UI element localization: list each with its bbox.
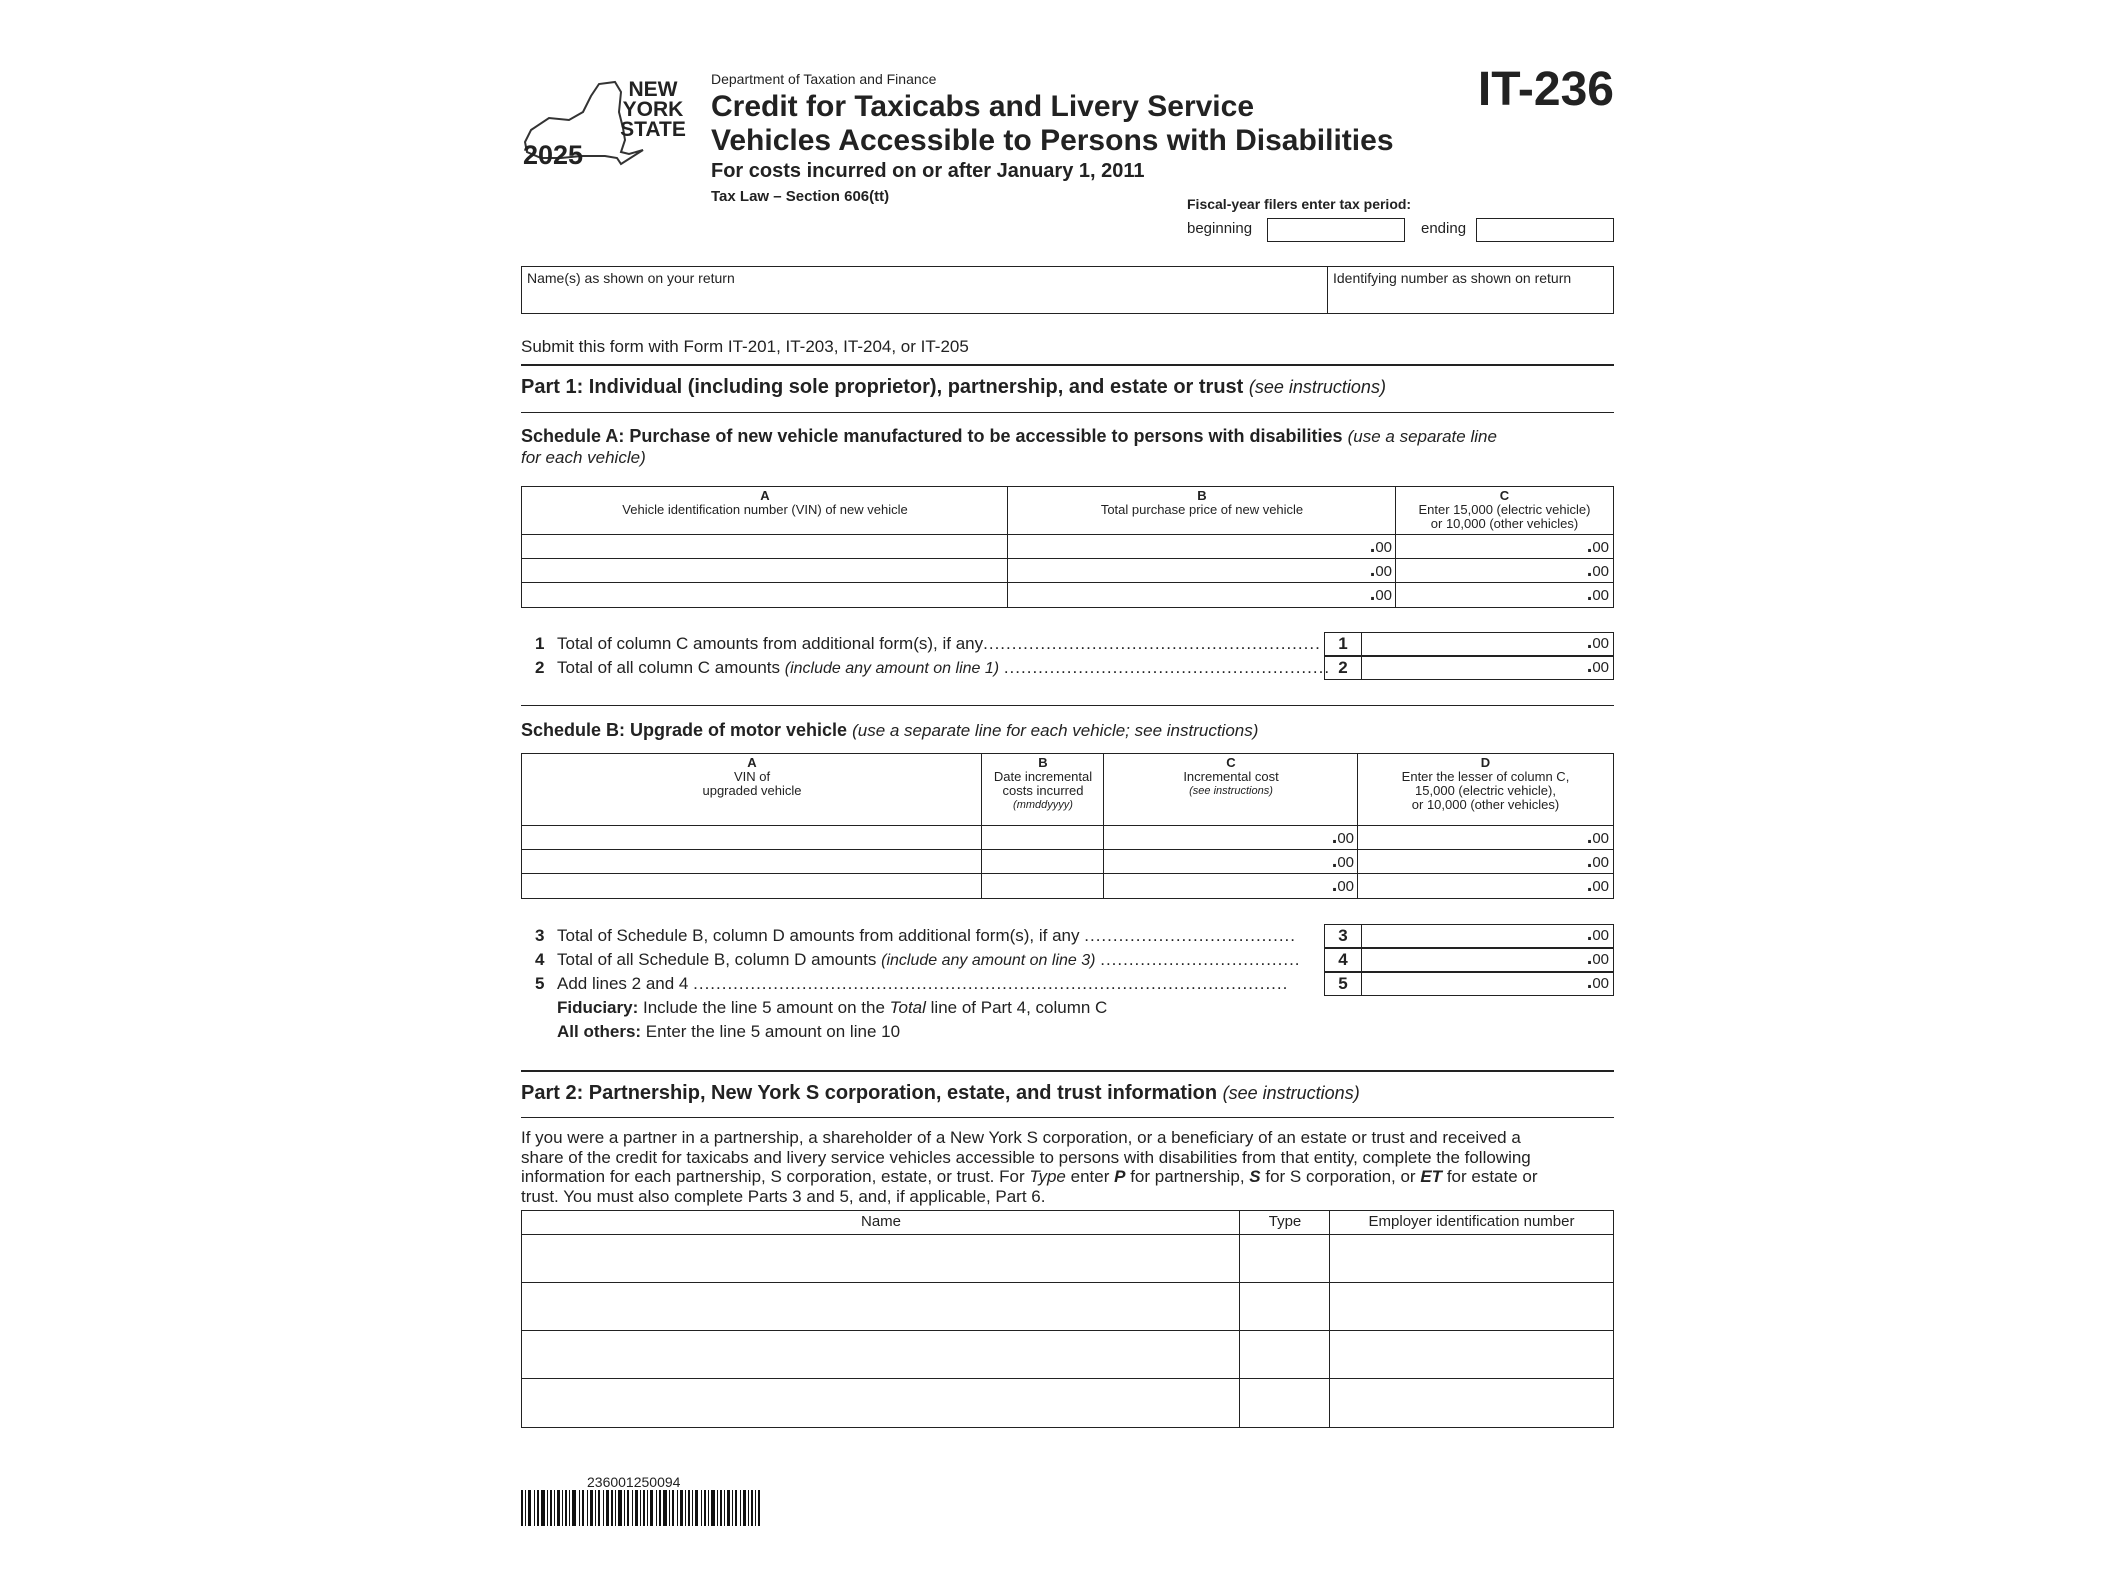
schedule-a-heading bbox=[521, 426, 1497, 447]
ending-date-field[interactable] bbox=[1476, 218, 1614, 242]
part1-title: Part 1: Individual (including sole proprietor), partnership, and estate or trust bbox=[521, 376, 1244, 398]
schedule-b-row1-lesser[interactable]: .00 bbox=[1357, 825, 1614, 851]
form-year: 2025 bbox=[523, 140, 584, 170]
schedule-a-row2-amount[interactable]: .00 bbox=[1395, 558, 1614, 584]
taxpayer-name-label: Name(s) as shown on your return bbox=[527, 270, 735, 286]
beginning-label: beginning bbox=[1187, 220, 1253, 237]
schedule-b-row1-cost[interactable]: .00 bbox=[1103, 825, 1359, 851]
line1-amount-field[interactable]: .00 bbox=[1361, 632, 1614, 656]
schedule-b-col-b-header: B Date incremental costs incurred (mmddyyyy) bbox=[981, 753, 1105, 827]
part2-row2-ein[interactable] bbox=[1329, 1282, 1614, 1332]
col-b-label: Total purchase price of new vehicle bbox=[1100, 502, 1304, 517]
line5-box-number: 5 bbox=[1324, 972, 1362, 996]
schedule-b-top-rule bbox=[521, 705, 1614, 706]
line1-text: Total of column C amounts from additional form(s), if any........................................................... bbox=[557, 634, 1321, 653]
line2-amount-field[interactable]: .00 bbox=[1361, 656, 1614, 680]
part1-heading bbox=[521, 376, 1386, 399]
schedule-a-row3-price[interactable]: .00 bbox=[1007, 582, 1397, 608]
part2-bottom-rule bbox=[521, 1117, 1614, 1118]
beginning-date-field[interactable] bbox=[1267, 218, 1405, 242]
ending-label: ending bbox=[1421, 220, 1467, 237]
department-name: Department of Taxation and Finance bbox=[711, 71, 937, 87]
schedule-b-row3-vin[interactable] bbox=[521, 873, 983, 899]
col-c-label-line2: or 10,000 (other vehicles) bbox=[1430, 516, 1579, 531]
fiduciary-instruction: Fiduciary: Include the line 5 amount on the Total line of Part 4, column C bbox=[557, 998, 1108, 1017]
schedule-a-title: Schedule A: Purchase of new vehicle manufactured to be accessible to persons with disabilities bbox=[521, 426, 1343, 446]
line4-text: Total of all Schedule B, column D amounts (include any amount on line 3) ................................... bbox=[557, 950, 1301, 969]
part2-col-type-header: Type bbox=[1239, 1210, 1331, 1236]
identifying-number-field[interactable] bbox=[1327, 266, 1614, 314]
schedule-a-row1-amount[interactable]: .00 bbox=[1395, 534, 1614, 560]
part2-row3-type[interactable] bbox=[1239, 1330, 1331, 1380]
schedule-a-row2-vin[interactable] bbox=[521, 558, 1009, 584]
schedule-b-row1-date[interactable] bbox=[981, 825, 1105, 851]
schedule-b-heading bbox=[521, 720, 1258, 741]
form-subtitle: For costs incurred on or after January 1, 2011 bbox=[711, 160, 1145, 182]
col-a-letter: A bbox=[760, 488, 770, 503]
schedule-b-row2-date[interactable] bbox=[981, 849, 1105, 875]
schedule-b-title: Schedule B: Upgrade of motor vehicle bbox=[521, 720, 848, 740]
schedule-b-row1-vin[interactable] bbox=[521, 825, 983, 851]
schedule-b-col-a-header: A VIN of upgraded vehicle bbox=[521, 753, 983, 827]
barcode-image bbox=[521, 1490, 761, 1526]
ending-date-input[interactable] bbox=[1477, 219, 1613, 241]
col-a-label: Vehicle identification number (VIN) of new vehicle bbox=[622, 502, 908, 517]
col-b-letter: B bbox=[1197, 488, 1207, 503]
line1-number: 1 bbox=[535, 634, 545, 653]
schedule-b-row2-vin[interactable] bbox=[521, 849, 983, 875]
schedule-b-row3-lesser[interactable]: .00 bbox=[1357, 873, 1614, 899]
schedule-b-col-c-header: C Incremental cost (see instructions) bbox=[1103, 753, 1359, 827]
line5-amount-field[interactable]: .00 bbox=[1361, 972, 1614, 996]
schedule-a-row1-price[interactable]: .00 bbox=[1007, 534, 1397, 560]
part1-top-rule bbox=[521, 364, 1614, 366]
line4-amount-field[interactable]: .00 bbox=[1361, 948, 1614, 972]
schedule-a-note: (use a separate line bbox=[1347, 427, 1497, 446]
part2-row4-type[interactable] bbox=[1239, 1378, 1331, 1428]
line4-box-number: 4 bbox=[1324, 948, 1362, 972]
tax-law-reference: Tax Law – Section 606(tt) bbox=[711, 188, 890, 205]
submit-note: Submit this form with Form IT-201, IT-203, IT-204, or IT-205 bbox=[521, 337, 969, 356]
schedule-b-row3-cost[interactable]: .00 bbox=[1103, 873, 1359, 899]
form-number: IT-236 bbox=[1477, 63, 1614, 116]
part2-title: Part 2: Partnership, New York S corporation, estate, and trust information bbox=[521, 1082, 1218, 1104]
form-title-line1: Credit for Taxicabs and Livery Service bbox=[711, 90, 1255, 123]
schedule-b-row3-date[interactable] bbox=[981, 873, 1105, 899]
part2-row3-name[interactable] bbox=[521, 1330, 1241, 1380]
part2-col-ein-header: Employer identification number bbox=[1329, 1210, 1614, 1236]
schedule-a-col-b-header bbox=[1007, 486, 1397, 536]
part2-instructions: If you were a partner in a partnership, a shareholder of a New York S corporation, or a beneficiary of an estate or trust and received a share of the credit for taxicabs and livery service vehicles accessible to persons with disabilities from that entity, complete the following information for each partnership, S corporation, estate, or trust. For Type enter P for partnership, S for S corporation, or ET for estate or trust. You must also complete Parts 3 and 5, and, if applicable, Part 6. bbox=[521, 1128, 1538, 1206]
schedule-a-note-cont: for each vehicle) bbox=[521, 448, 646, 467]
line2-box-number: 2 bbox=[1324, 656, 1362, 680]
col-c-letter: C bbox=[1499, 488, 1510, 503]
schedule-a-row3-vin[interactable] bbox=[521, 582, 1009, 608]
schedule-a-row2-price[interactable]: .00 bbox=[1007, 558, 1397, 584]
line4-number: 4 bbox=[535, 950, 545, 969]
taxpayer-name-field[interactable] bbox=[521, 266, 1329, 314]
line5-number: 5 bbox=[535, 974, 545, 993]
line3-box-number: 3 bbox=[1324, 924, 1362, 948]
part2-col-name-header: Name bbox=[521, 1210, 1241, 1236]
part2-row1-ein[interactable] bbox=[1329, 1234, 1614, 1284]
part2-note: (see instructions) bbox=[1222, 1083, 1360, 1103]
part2-row2-name[interactable] bbox=[521, 1282, 1241, 1332]
line3-text: Total of Schedule B, column D amounts from additional form(s), if any ..................................... bbox=[557, 926, 1297, 945]
fiscal-year-label: Fiscal-year filers enter tax period: bbox=[1187, 196, 1412, 212]
part2-row1-type[interactable] bbox=[1239, 1234, 1331, 1284]
line2-number: 2 bbox=[535, 658, 545, 677]
schedule-b-col-d-header: D Enter the lesser of column C, 15,000 (electric vehicle), or 10,000 (other vehicles) bbox=[1357, 753, 1614, 827]
barcode-number: 236001250094 bbox=[587, 1474, 681, 1490]
schedule-b-row2-cost[interactable]: .00 bbox=[1103, 849, 1359, 875]
schedule-a-col-a-header bbox=[521, 486, 1009, 536]
part2-row4-name[interactable] bbox=[521, 1378, 1241, 1428]
part2-row1-name[interactable] bbox=[521, 1234, 1241, 1284]
part1-note: (see instructions) bbox=[1248, 377, 1386, 397]
col-c-label-line1: Enter 15,000 (electric vehicle) bbox=[1418, 502, 1591, 517]
form-title-line2: Vehicles Accessible to Persons with Disabilities bbox=[711, 124, 1394, 157]
line3-amount-field[interactable]: .00 bbox=[1361, 924, 1614, 948]
part2-row3-ein[interactable] bbox=[1329, 1330, 1614, 1380]
all-others-instruction: All others: Enter the line 5 amount on line 10 bbox=[557, 1022, 901, 1041]
identifying-number-label: Identifying number as shown on return bbox=[1333, 270, 1572, 286]
schedule-a-row3-amount[interactable]: .00 bbox=[1395, 582, 1614, 608]
line5-text: Add lines 2 and 4 ........................................................................................................ bbox=[557, 974, 1289, 993]
part2-heading bbox=[521, 1082, 1360, 1105]
schedule-b-row2-lesser[interactable]: .00 bbox=[1357, 849, 1614, 875]
schedule-b-note: (use a separate line for each vehicle; see instructions) bbox=[852, 721, 1259, 740]
line2-text: Total of all column C amounts (include any amount on line 1) ......................................................... bbox=[557, 658, 1331, 677]
beginning-date-input[interactable] bbox=[1268, 219, 1404, 241]
part2-row4-ein[interactable] bbox=[1329, 1378, 1614, 1428]
part1-bottom-rule bbox=[521, 412, 1614, 413]
part2-row2-type[interactable] bbox=[1239, 1282, 1331, 1332]
schedule-a-col-c-header bbox=[1395, 486, 1614, 536]
state-logo-text: NEW YORK STATE bbox=[620, 78, 686, 141]
line1-box-number: 1 bbox=[1324, 632, 1362, 656]
part2-top-rule bbox=[521, 1070, 1614, 1072]
line3-number: 3 bbox=[535, 926, 545, 945]
schedule-a-row1-vin[interactable] bbox=[521, 534, 1009, 560]
